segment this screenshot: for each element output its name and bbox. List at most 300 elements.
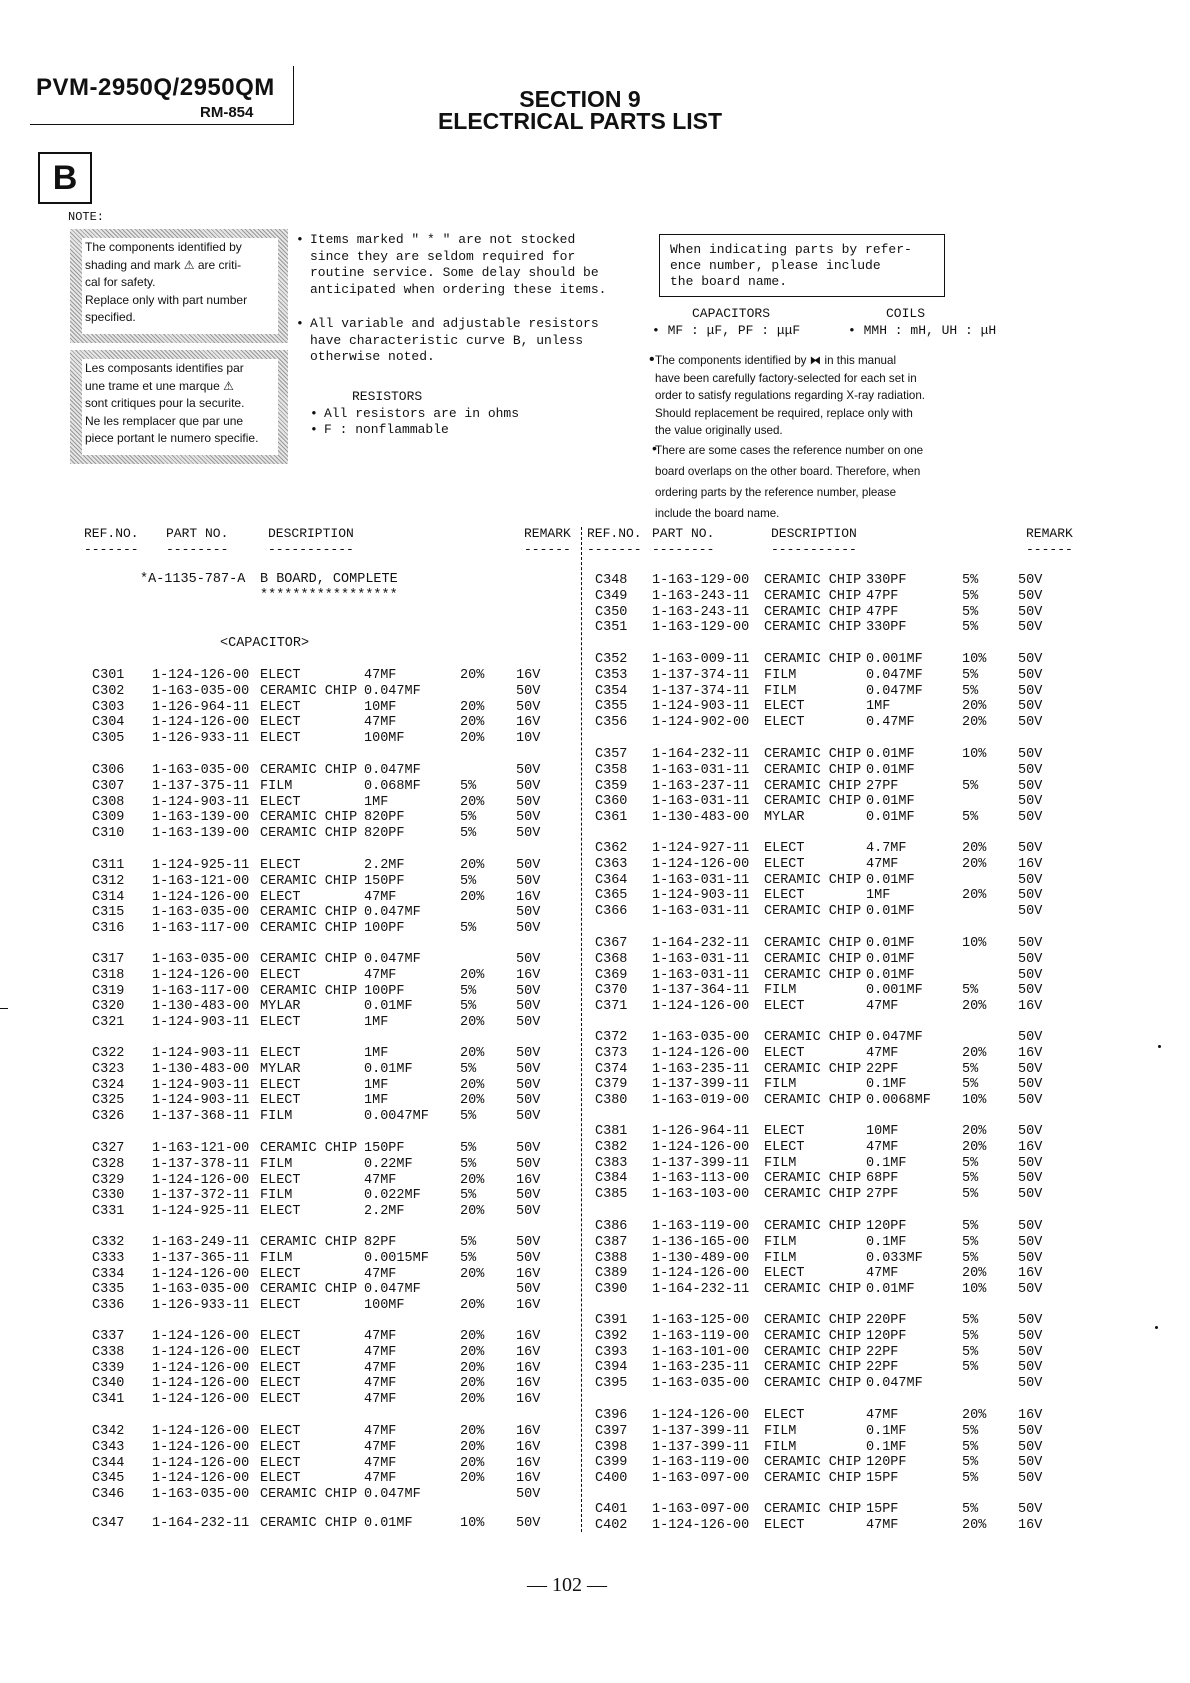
cell-volt: 50V <box>516 1250 541 1266</box>
cell-ref: C365 <box>595 888 628 904</box>
cell-volt: 16V <box>1018 1517 1043 1533</box>
cell-ref: C400 <box>595 1471 628 1487</box>
cell-desc: FILM <box>764 1234 797 1250</box>
cell-desc: CERAMIC CHIP <box>764 620 862 636</box>
cell-desc: FILM <box>764 1155 797 1171</box>
cell-ref: C336 <box>92 1298 125 1314</box>
cell-part: 1-137-364-11 <box>652 983 750 999</box>
table-row <box>0 1376 1190 1392</box>
cell-val: 0.047MF <box>364 952 421 967</box>
cell-desc: MYLAR <box>764 810 805 826</box>
cell-ref: C351 <box>595 620 628 636</box>
cell-tol: 5% <box>460 810 477 826</box>
cell-val: 0.001MF <box>866 983 923 999</box>
cell-ref: C374 <box>595 1061 628 1077</box>
cell-tol: 5% <box>962 1313 979 1328</box>
cell-volt: 50V <box>1018 810 1043 826</box>
cell-val: 150PF <box>364 1141 405 1156</box>
cell-part: 1-163-035-00 <box>152 905 250 921</box>
cell-ref: C398 <box>595 1439 628 1455</box>
stock-note: • Items marked " * " are not stocked since they are seldom required for routine service. Some delay should be anticipated when ordering these items. <box>296 232 607 297</box>
cell-ref: C388 <box>595 1250 628 1266</box>
safety-note-en: The components identified by shading and mark ⚠ are criti- cal for safety. Replace only with part number specified. <box>82 238 278 334</box>
cell-ref: C364 <box>595 872 628 888</box>
cell-volt: 50V <box>1018 872 1043 888</box>
cell-part: 1-164-232-11 <box>152 1516 250 1531</box>
cell-volt: 50V <box>1018 699 1043 715</box>
cell-part: 1-137-372-11 <box>152 1188 250 1204</box>
scan-speck <box>1158 1045 1161 1048</box>
cell-part: 1-137-399-11 <box>652 1439 750 1455</box>
cell-val: 47MF <box>364 1344 397 1360</box>
cell-ref: C332 <box>92 1235 125 1250</box>
cell-volt: 50V <box>1018 1376 1043 1392</box>
cell-volt: 50V <box>516 1061 541 1077</box>
cell-part: 1-124-902-00 <box>652 715 750 731</box>
cell-desc: ELECT <box>764 856 805 872</box>
cell-val: 0.047MF <box>866 683 923 699</box>
cell-val: 0.01MF <box>866 794 915 810</box>
cell-volt: 50V <box>516 1487 541 1503</box>
cell-volt: 50V <box>1018 1455 1043 1471</box>
cell-volt: 50V <box>1018 967 1043 983</box>
cell-part: 1-163-125-00 <box>652 1313 750 1328</box>
cell-part: 1-137-374-11 <box>652 667 750 683</box>
table-row <box>0 1329 1190 1345</box>
cell-desc: ELECT <box>260 1298 301 1314</box>
cell-volt: 50V <box>1018 667 1043 683</box>
table-row <box>0 826 1190 842</box>
cell-volt: 50V <box>1018 1344 1043 1360</box>
cell-desc: FILM <box>764 1077 797 1093</box>
cell-val: 1MF <box>866 699 891 715</box>
cell-ref: C312 <box>92 873 125 889</box>
cell-part: 1-137-375-11 <box>152 778 250 794</box>
cell-desc: CERAMIC CHIP <box>764 1471 862 1487</box>
cell-volt: 50V <box>516 810 541 826</box>
cell-val: 0.01MF <box>866 1282 915 1298</box>
cell-ref: C340 <box>92 1376 125 1392</box>
cell-volt: 16V <box>516 1266 541 1282</box>
table-row <box>0 968 1190 984</box>
cell-val: 0.1MF <box>866 1439 907 1455</box>
cell-desc: ELECT <box>260 668 301 683</box>
cell-volt: 16V <box>516 1298 541 1314</box>
cell-val: 0.01MF <box>866 747 915 762</box>
underline-desc-left: ----------- <box>268 542 354 557</box>
cell-val: 2.2MF <box>364 1204 405 1220</box>
cell-ref: C384 <box>595 1171 628 1187</box>
cell-val: 1MF <box>364 1093 389 1109</box>
cell-volt: 16V <box>1018 1139 1043 1155</box>
cell-ref: C362 <box>595 841 628 856</box>
cell-val: 82PF <box>364 1235 397 1250</box>
table-row <box>0 1313 1190 1329</box>
cell-val: 0.01MF <box>364 1516 413 1531</box>
cell-volt: 16V <box>516 1392 541 1408</box>
cell-desc: CERAMIC CHIP <box>764 1282 862 1298</box>
cell-desc: CERAMIC CHIP <box>260 810 358 826</box>
cell-ref: C317 <box>92 952 125 967</box>
cell-volt: 50V <box>1018 1155 1043 1171</box>
cell-val: 47MF <box>364 1439 397 1455</box>
cell-desc: FILM <box>260 778 293 794</box>
cell-tol: 5% <box>460 1156 477 1172</box>
cell-part: 1-124-903-11 <box>152 1077 250 1093</box>
cell-part: 1-163-249-11 <box>152 1235 250 1250</box>
cell-desc: ELECT <box>764 888 805 904</box>
cell-part: 1-124-126-00 <box>152 967 250 983</box>
cell-tol: 5% <box>460 826 477 842</box>
cell-part: 1-163-031-11 <box>652 794 750 810</box>
cell-volt: 50V <box>1018 1360 1043 1376</box>
cell-val: 15PF <box>866 1502 899 1517</box>
cell-tol: 20% <box>460 1077 485 1093</box>
table-row <box>0 605 1190 621</box>
cell-desc: FILM <box>260 1188 293 1204</box>
table-row <box>0 731 1190 747</box>
cell-volt: 50V <box>1018 1234 1043 1250</box>
cell-tol: 20% <box>460 1424 485 1439</box>
cell-part: 1-126-933-11 <box>152 731 250 747</box>
header-remark-left: REMARK <box>524 526 571 541</box>
cell-ref: C307 <box>92 778 125 794</box>
cell-desc: CERAMIC CHIP <box>260 1141 358 1156</box>
cell-val: 0.01MF <box>866 762 915 778</box>
cell-tol: 20% <box>460 1204 485 1220</box>
cell-tol: 5% <box>962 1344 979 1360</box>
cell-val: 27PF <box>866 778 899 794</box>
cell-volt: 50V <box>516 794 541 810</box>
cell-volt: 50V <box>1018 1502 1043 1517</box>
board-name-note: When indicating parts by refer- ence number, please include the board name. <box>659 234 945 297</box>
cell-desc: ELECT <box>764 1266 805 1282</box>
cell-part: 1-163-119-00 <box>652 1455 750 1471</box>
cell-tol: 5% <box>962 1155 979 1171</box>
cell-volt: 50V <box>516 1235 541 1250</box>
cell-volt: 50V <box>516 1046 541 1061</box>
cell-tol: 5% <box>962 1219 979 1234</box>
page-number: — 102 — <box>527 1574 607 1596</box>
cell-val: 47MF <box>866 1517 899 1533</box>
cell-tol: 20% <box>962 1139 987 1155</box>
cell-volt: 50V <box>516 1156 541 1172</box>
table-row <box>0 873 1190 889</box>
cell-tol: 5% <box>460 1250 477 1266</box>
scan-speck <box>1155 1326 1158 1329</box>
cell-ref: C303 <box>92 699 125 715</box>
cell-desc: CERAMIC CHIP <box>764 1376 862 1392</box>
table-row <box>0 1046 1190 1062</box>
cell-desc: ELECT <box>260 1455 301 1471</box>
cell-tol: 5% <box>962 810 979 826</box>
cell-part: 1-163-103-00 <box>652 1187 750 1203</box>
cell-val: 47MF <box>364 1376 397 1392</box>
cell-volt: 50V <box>516 1109 541 1125</box>
cell-desc: FILM <box>764 1250 797 1266</box>
cell-volt: 16V <box>516 1329 541 1344</box>
cell-ref: C352 <box>595 652 628 667</box>
cell-tol: 5% <box>962 667 979 683</box>
cell-desc: MYLAR <box>260 1061 301 1077</box>
cell-val: 820PF <box>364 810 405 826</box>
cell-val: 47MF <box>364 1471 397 1487</box>
cell-desc: ELECT <box>260 1471 301 1487</box>
table-row <box>0 1392 1190 1408</box>
cell-tol: 20% <box>962 1045 987 1061</box>
cell-desc: CERAMIC CHIP <box>764 1502 862 1517</box>
table-row <box>0 1124 1190 1140</box>
cell-val: 22PF <box>866 1344 899 1360</box>
cell-part: 1-124-903-11 <box>152 1093 250 1109</box>
cell-tol: 20% <box>460 1093 485 1109</box>
cell-ref: C334 <box>92 1266 125 1282</box>
cell-desc: CERAMIC CHIP <box>764 1219 862 1234</box>
cell-part: 1-163-031-11 <box>652 967 750 983</box>
cell-desc: CERAMIC CHIP <box>764 967 862 983</box>
cell-tol: 10% <box>962 652 987 667</box>
cell-tol: 10% <box>962 936 987 951</box>
cell-part: 1-124-903-11 <box>152 794 250 810</box>
cell-ref: C383 <box>595 1155 628 1171</box>
cell-ref: C360 <box>595 794 628 810</box>
cell-ref: C396 <box>595 1408 628 1423</box>
cell-ref: C401 <box>595 1502 628 1517</box>
cell-desc: CERAMIC CHIP <box>260 1282 358 1298</box>
table-row <box>0 589 1190 605</box>
cell-part: 1-124-126-00 <box>652 1266 750 1282</box>
cell-ref: C354 <box>595 683 628 699</box>
cell-part: 1-164-232-11 <box>652 1282 750 1298</box>
cell-ref: C346 <box>92 1487 125 1503</box>
board-letter-box <box>38 152 92 204</box>
cell-part: 1-137-365-11 <box>152 1250 250 1266</box>
cell-volt: 16V <box>516 1439 541 1455</box>
cell-desc: ELECT <box>260 699 301 715</box>
cell-val: 0.047MF <box>866 1030 923 1045</box>
cell-part: 1-137-368-11 <box>152 1109 250 1125</box>
cell-part: 1-163-097-00 <box>652 1471 750 1487</box>
cell-part: 1-137-399-11 <box>652 1423 750 1439</box>
cell-ref: C349 <box>595 588 628 604</box>
cell-tol: 20% <box>460 1298 485 1314</box>
cell-desc: B BOARD, COMPLETE <box>260 572 398 587</box>
cell-volt: 50V <box>516 1077 541 1093</box>
cell-val: 0.047MF <box>364 1487 421 1503</box>
cell-volt: 50V <box>516 778 541 794</box>
cell-part: 1-163-129-00 <box>652 620 750 636</box>
table-row <box>0 1251 1190 1267</box>
cell-volt: 50V <box>1018 1171 1043 1187</box>
cell-volt: 50V <box>516 1282 541 1298</box>
cell-part: 1-163-139-00 <box>152 810 250 826</box>
cell-ref: C366 <box>595 904 628 920</box>
coils-title: COILS <box>886 306 926 321</box>
cell-part: 1-137-374-11 <box>652 683 750 699</box>
table-row <box>0 1282 1190 1298</box>
cell-desc: ELECT <box>260 1204 301 1220</box>
cell-val: 22PF <box>866 1061 899 1077</box>
cell-ref: C339 <box>92 1360 125 1376</box>
cell-tol: 20% <box>460 1344 485 1360</box>
cell-tol: 5% <box>962 1187 979 1203</box>
cell-val: 47MF <box>364 889 397 905</box>
capacitor-units: • MF : μF, PF : μμF <box>652 323 801 338</box>
cell-desc: CERAMIC CHIP <box>260 1235 358 1250</box>
cell-tol: 5% <box>460 1235 477 1250</box>
cell-volt: 50V <box>516 873 541 889</box>
cell-part: 1-124-903-11 <box>652 888 750 904</box>
cell-part: 1-163-235-11 <box>652 1061 750 1077</box>
cell-ref: C353 <box>595 667 628 683</box>
cell-ref: C392 <box>595 1328 628 1344</box>
cell-desc: ELECT <box>764 1139 805 1155</box>
cell-tol: 5% <box>962 1423 979 1439</box>
table-row <box>0 841 1190 857</box>
table-row <box>0 1062 1190 1078</box>
cell-ref: C386 <box>595 1219 628 1234</box>
cell-desc: ELECT <box>764 1517 805 1533</box>
cell-desc: ELECT <box>764 1408 805 1423</box>
cell-volt: 50V <box>516 1188 541 1204</box>
header-description-left: DESCRIPTION <box>268 526 354 541</box>
cell-part: 1-126-964-11 <box>652 1124 750 1139</box>
cell-desc: ELECT <box>260 1077 301 1093</box>
cell-desc: <CAPACITOR> <box>220 636 310 651</box>
cell-val: 68PF <box>866 1171 899 1187</box>
cell-volt: 50V <box>1018 778 1043 794</box>
cell-desc: CERAMIC CHIP <box>260 826 358 842</box>
cell-desc: CERAMIC CHIP <box>764 951 862 967</box>
cell-part: 1-124-126-00 <box>652 1408 750 1423</box>
cell-desc: CERAMIC CHIP <box>764 1360 862 1376</box>
cell-tol: 20% <box>962 699 987 715</box>
cell-ref: C394 <box>595 1360 628 1376</box>
cell-tol: 5% <box>460 778 477 794</box>
cell-tol: 10% <box>460 1516 485 1531</box>
table-row <box>0 1030 1190 1046</box>
cell-val: 120PF <box>866 1455 907 1471</box>
cell-val: 0.01MF <box>866 810 915 826</box>
cell-ref: C308 <box>92 794 125 810</box>
cell-volt: 50V <box>516 1204 541 1220</box>
cell-tol: 20% <box>460 794 485 810</box>
cell-val: 2.2MF <box>364 858 405 873</box>
cell-volt: 16V <box>516 1360 541 1376</box>
table-row <box>0 1235 1190 1251</box>
cell-ref: C328 <box>92 1156 125 1172</box>
cell-desc: FILM <box>764 683 797 699</box>
cell-desc: FILM <box>764 667 797 683</box>
cell-tol: 20% <box>962 999 987 1015</box>
header-divider-horizontal <box>30 124 294 125</box>
cell-ref: C323 <box>92 1061 125 1077</box>
cell-ref: C337 <box>92 1329 125 1344</box>
table-row <box>0 1298 1190 1314</box>
cell-part: 1-163-035-00 <box>152 1487 250 1503</box>
cell-volt: 50V <box>1018 1093 1043 1109</box>
cell-desc: ELECT <box>260 1392 301 1408</box>
cell-val: 47MF <box>364 967 397 983</box>
cell-tol: 20% <box>460 967 485 983</box>
cell-val: 0.01MF <box>866 936 915 951</box>
cell-part: 1-163-119-00 <box>652 1328 750 1344</box>
cell-desc: ELECT <box>260 1424 301 1439</box>
cell-volt: 50V <box>516 905 541 921</box>
cell-ref: C381 <box>595 1124 628 1139</box>
cell-tol: 10% <box>962 1093 987 1109</box>
cell-part: 1-163-031-11 <box>652 872 750 888</box>
cell-tol: 20% <box>460 731 485 747</box>
cell-ref: C326 <box>92 1109 125 1125</box>
cell-val: 0.01MF <box>866 872 915 888</box>
cell-part: 1-163-129-00 <box>652 573 750 588</box>
cell-part: 1-163-035-00 <box>652 1376 750 1392</box>
cell-desc: CERAMIC CHIP <box>764 747 862 762</box>
cell-volt: 50V <box>1018 888 1043 904</box>
cell-desc: CERAMIC CHIP <box>764 936 862 951</box>
cell-ref: C342 <box>92 1424 125 1439</box>
cell-tol: 20% <box>460 1392 485 1408</box>
coil-units: • MMH : mH, UH : μH <box>848 323 997 338</box>
cell-ref: C395 <box>595 1376 628 1392</box>
cell-volt: 50V <box>1018 1423 1043 1439</box>
cell-val: 0.068MF <box>364 778 421 794</box>
cell-val: 22PF <box>866 1360 899 1376</box>
cell-ref: C315 <box>92 905 125 921</box>
cell-desc: CERAMIC CHIP <box>764 1344 862 1360</box>
cell-volt: 16V <box>1018 1045 1043 1061</box>
cell-volt: 50V <box>516 1015 541 1031</box>
table-row <box>0 810 1190 826</box>
cell-tol: 5% <box>962 1328 979 1344</box>
cell-val: 220PF <box>866 1313 907 1328</box>
cell-ref: C320 <box>92 999 125 1015</box>
cell-volt: 16V <box>516 1455 541 1471</box>
cell-desc: CERAMIC CHIP <box>764 1313 862 1328</box>
cell-ref: C359 <box>595 778 628 794</box>
cell-part: 1-124-126-00 <box>152 1424 250 1439</box>
cell-part: 1-163-031-11 <box>652 762 750 778</box>
cell-part: 1-124-126-00 <box>152 715 250 731</box>
cell-val: 47MF <box>866 999 899 1015</box>
table-row <box>0 857 1190 873</box>
cell-part: 1-124-927-11 <box>652 841 750 856</box>
cell-tol: 5% <box>962 1234 979 1250</box>
cell-val: 0.0015MF <box>364 1250 429 1266</box>
cell-ref: C329 <box>92 1172 125 1188</box>
cell-ref: C314 <box>92 889 125 905</box>
table-row <box>0 1204 1190 1220</box>
cell-val: 0.01MF <box>364 1061 413 1077</box>
cell-desc: CERAMIC CHIP <box>764 794 862 810</box>
cell-part: 1-163-235-11 <box>652 1360 750 1376</box>
underline-remark-left: ------ <box>524 542 571 557</box>
table-row <box>0 999 1190 1015</box>
cell-val: 47MF <box>866 1266 899 1282</box>
cell-part: 1-163-019-00 <box>652 1093 750 1109</box>
cell-ref: C390 <box>595 1282 628 1298</box>
cell-tol: 20% <box>460 668 485 683</box>
cell-part: 1-163-139-00 <box>152 826 250 842</box>
cell-val: 100PF <box>364 921 405 937</box>
cell-part: 1-124-925-11 <box>152 1204 250 1220</box>
table-row <box>0 1156 1190 1172</box>
cell-part: 1-124-126-00 <box>652 1045 750 1061</box>
cell-volt: 50V <box>1018 936 1043 951</box>
cell-ref: C382 <box>595 1139 628 1155</box>
cell-volt: 50V <box>1018 904 1043 920</box>
